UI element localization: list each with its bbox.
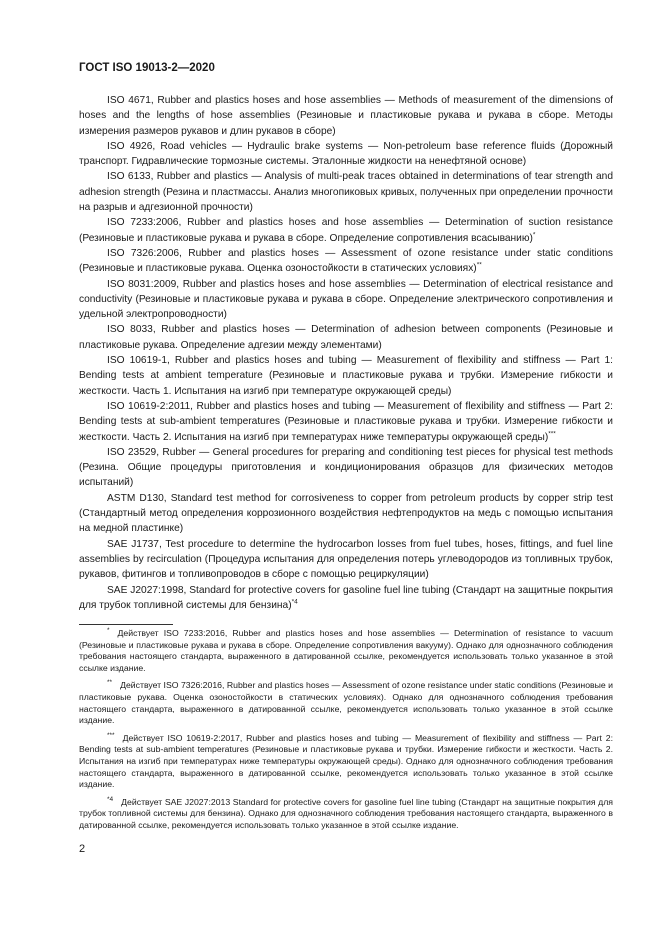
reference-item: ISO 7326:2006, Rubber and plastics hoses — Assessment of ozone resistance under static conditions (Резиновые и пластиковые рукава. Оценка озоностойкости в статических условиях)**: [79, 247, 613, 275]
normative-references: [79, 93, 613, 613]
reference-item: ISO 10619-2:2011, Rubber and plastics hoses and tubing — Measurement of flexibility and stiffness — Part 2: Bending tests at sub-ambient temperatures (Резиновые и пластиковые рукава и трубки. Измерение гибкости и жесткости. Часть 2. Испытания на изгиб при температурах ниже температуры окружающей среды)***: [79, 400, 613, 443]
reference-item: ISO 23529, Rubber — General procedures for preparing and conditioning test pieces for physical test methods (Резина. Общие процедуры приготовления и кондиционирования образцов для физических методов испытаний): [79, 446, 613, 489]
footnote-mark: *4: [107, 795, 114, 803]
footnote-mark: ***: [107, 731, 115, 739]
footnote-mark: *: [107, 627, 110, 635]
reference-item: ISO 4926, Road vehicles — Hydraulic brake systems — Non-petroleum base reference fluids (Дорожный транспорт. Гидравлические тормозные системы. Эталонные жидкости на ненефтяной основе): [79, 140, 613, 168]
reference-item: ASTM D130, Standard test method for corrosiveness to copper from petroleum products by copper strip test (Стандартный метод определения коррозионного воздействия нефтепродуктов на медь с помощью испытания на медной пластинке): [79, 492, 613, 535]
reference-item: ISO 10619-1, Rubber and plastics hoses and tubing — Measurement of flexibility and stiffness — Part 1: Bending tests at ambient temperature (Резиновые и пластиковые рукава и трубки. Измерение гибкости и жесткости. Часть 1. Испытания на изгиб при температуре окружающей среды): [79, 355, 613, 397]
footnote: *** Действует ISO 10619-2:2017, Rubber and plastics hoses and tubing — Measurement of flexibility and stiffness — Part 2: Bending tests at sub-ambient temperatures (Резиновые и пластиковые рукава и трубки. Измерение гибкости и жесткости. Часть 2. Испытания на изгиб при температурах ниже температуры окружающей среды). Однако для однозначного соблюдения требования настоящего стандарта, выраженного в датированной ссылке, рекомендуется использовать только указанное в этой ссылке издание.: [79, 731, 613, 790]
reference-item: ISO 8031:2009, Rubber and plastics hoses and hose assemblies — Determination of electrical resistance and conductivity (Резиновые и пластиковые рукава и рукава в сборе. Определение электрического сопротивления и удельной электропроводности): [79, 278, 613, 321]
footnote: $^{*4}$ Действует SAE J2027:2013 Standard for protective covers for gasoline fuel line tubing (Стандарт на защитные покрытия для трубок топливной системы для бензина). Однако для однозначного соблюдения требования настоящего стандарта, выраженного в датированной ссылке, рекомендуется использовать только указанное в этой ссылке издание.: [79, 795, 613, 830]
reference-item: SAE J1737, Test procedure to determine the hydrocarbon losses from fuel tubes, hoses, fittings, and fuel line assemblies by recirculation (Процедура испытания для определения потерь углеводородов из топливных трубок, рукавов, фитингов и топливопроводов в сборе с помощью рециркуляции): [79, 538, 613, 581]
reference-item: ISO 6133, Rubber and plastics — Analysis of multi-peak traces obtained in determinations of tear strength and adhesion strength (Резина и пластмассы. Анализ многопиковых кривых, полученных при определении прочности на разрыв и адгезионной прочности): [79, 171, 613, 214]
document-header: ГОСТ ISO 19013-2—2020: [79, 62, 215, 74]
footnote: ** Действует ISO 7326:2016, Rubber and plastics hoses — Assessment of ozone resistance under static conditions (Резиновые и пластиковые рукава. Оценка озоностойкости в статических условиях). Однако для однозначного соблюдения требования настоящего стандарта, выраженного в датированной ссылке, рекомендуется использовать только указанное в этой ссылке издание.: [79, 679, 613, 726]
footnote: * Действует ISO 7233:2016, Rubber and plastics hoses and hose assemblies — Determination of resistance to vacuum (Резиновые и пластиковые рукава и рукава в сборе. Определение сопротивления вакууму). Однако для однозначного соблюдения требования настоящего стандарта, выраженного в датированной ссылке, рекомендуется использовать только указанное в этой ссылке издание.: [79, 627, 613, 673]
reference-item: ISO 4671, Rubber and plastics hoses and hose assemblies — Methods of measurement of the dimensions of hoses and the lengths of hose assemblies (Резиновые и пластиковые рукава и рукава в сборе. Методы измерения размеров рукавов и длин рукавов в сборе): [79, 95, 613, 137]
footnote-separator: [79, 624, 173, 625]
reference-item: ISO 8033, Rubber and plastics hoses — Determination of adhesion between components (Резиновые и пластиковые рукава. Определение адгезии между элементами): [79, 324, 613, 351]
reference-item: SAE J2027:1998, Standard for protective covers for gasoline fuel line tubing (Стандарт на защитные покрытия для трубок топливной системы для бензина)$^{*4}$: [79, 584, 613, 611]
reference-item: ISO 7233:2006, Rubber and plastics hoses and hose assemblies — Determination of suction resistance (Резиновые и пластиковые рукава и рукава в сборе. Определение сопротивления всасыванию)*: [79, 217, 613, 244]
page-number: 2: [79, 843, 86, 855]
footnotes: [79, 628, 613, 838]
footnote-mark: **: [107, 679, 113, 687]
